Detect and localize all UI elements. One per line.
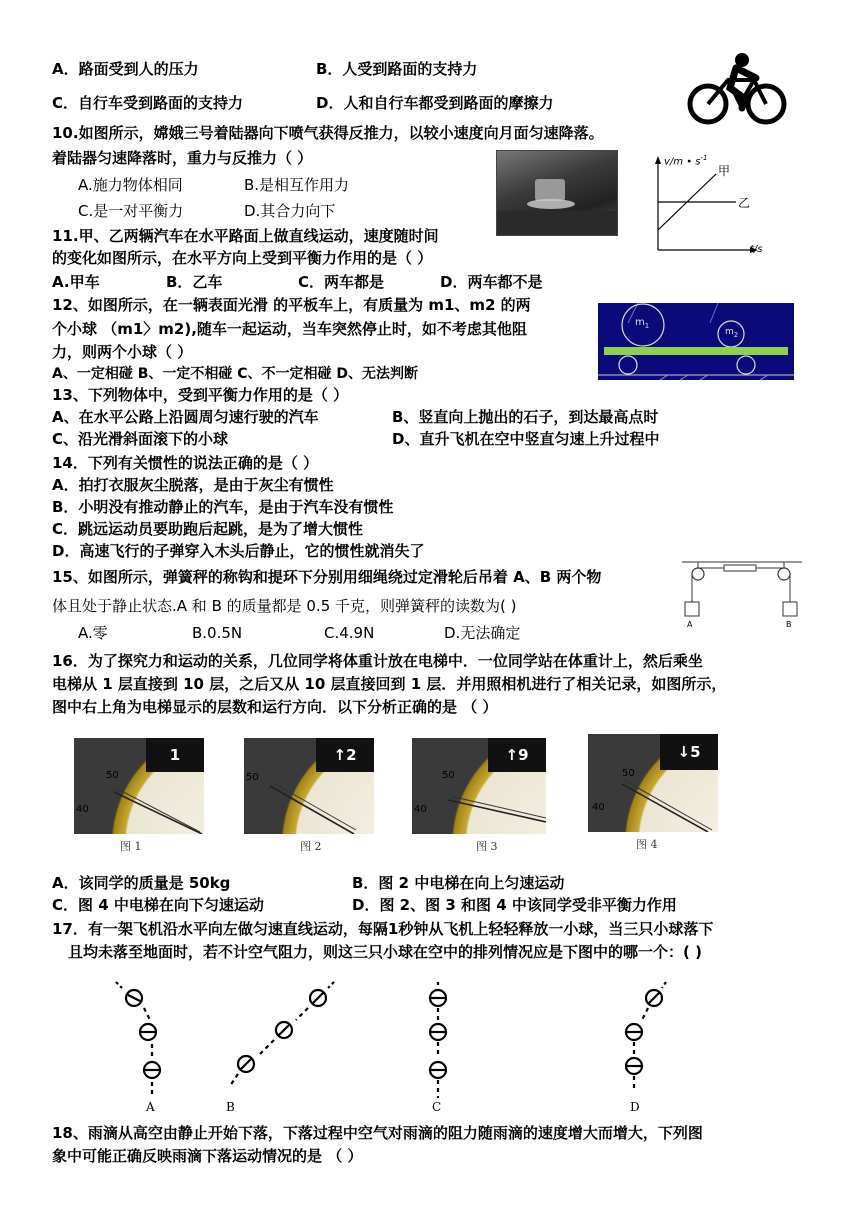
q16-stem-line1: 16．为了探究力和运动的关系，几位同学将体重计放在电梯中．一位同学站在体重计上，然后乘坐 bbox=[52, 652, 703, 670]
q15-option-d: D.无法确定 bbox=[444, 624, 521, 642]
q13-option-a: A、在水平公路上沿圆周匀速行驶的汽车 bbox=[52, 408, 319, 426]
q10-option-a: A.施力物体相同 bbox=[78, 176, 183, 194]
q15-stem-line1: 15、如图所示，弹簧秤的称钩和提环下分别用细绳绕过定滑轮后吊着 A、B 两个物 bbox=[52, 568, 602, 586]
ball-arrangement-options-figure bbox=[100, 978, 700, 1108]
scale-photo-2 bbox=[244, 738, 374, 834]
q10-option-c: C.是一对平衡力 bbox=[78, 202, 184, 220]
q14-option-d: D．高速飞行的子弹穿入木头后静止，它的惯性就消失了 bbox=[52, 542, 425, 560]
caption-fig-1: 图 1 bbox=[120, 840, 142, 853]
series-yi-label: 乙 bbox=[738, 196, 751, 210]
q12-options: A、一定相碰 B、一定不相碰 C、不一定相碰 D、无法判断 bbox=[52, 366, 419, 382]
ball-m1-label: m bbox=[635, 317, 645, 328]
series-jia-label: 甲 bbox=[718, 164, 731, 178]
q11-option-d: D．两车都不是 bbox=[440, 273, 543, 291]
q10-option-b: B.是相互作用力 bbox=[244, 176, 350, 194]
scale-tick-50-1: 50 bbox=[106, 770, 119, 781]
floor-number-4: 5 bbox=[690, 743, 701, 761]
q18-stem-line2: 象中可能正确反映雨滴下落运动情况的是 （ ） bbox=[52, 1147, 363, 1165]
q10-stem-line2: 着陆器匀速降落时，重力与反推力（ ） bbox=[52, 149, 313, 167]
scale-photo-3 bbox=[412, 738, 546, 834]
q13-option-b: B、竖直向上抛出的石子，到达最高点时 bbox=[392, 408, 659, 426]
q15-option-a: A.零 bbox=[78, 624, 108, 642]
scale-tick-50-2: 50 bbox=[246, 772, 259, 783]
q16-option-a: A．该同学的质量是 50kg bbox=[52, 874, 231, 892]
pulley-left bbox=[692, 568, 704, 580]
q15-stem-line2: 体且处于静止状态.A 和 B 的质量都是 0.5 千克，则弹簧秤的读数为( ) bbox=[52, 597, 517, 615]
floor-display-2 bbox=[316, 738, 374, 772]
q14-option-c: C．跳远运动员要助跑后起跳，是为了增大惯性 bbox=[52, 520, 364, 538]
q15-option-c: C.4.9N bbox=[324, 624, 375, 642]
q9-option-a: A．路面受到人的压力 bbox=[52, 60, 199, 78]
q14-option-b: B．小明没有推动静止的汽车，是由于汽车没有惯性 bbox=[52, 498, 394, 516]
q11-option-b: B．乙车 bbox=[166, 273, 223, 291]
graph-ylabel-sup: -1 bbox=[700, 154, 708, 162]
option-b-balls bbox=[230, 982, 334, 1086]
q9-option-b: B．人受到路面的支持力 bbox=[316, 60, 478, 78]
block-b-label: B bbox=[786, 620, 792, 629]
q17-label-a: A bbox=[146, 1100, 155, 1114]
scale-tick-50-4: 50 bbox=[622, 768, 635, 779]
floor-display-1 bbox=[146, 738, 204, 772]
floor-number-1: 1 bbox=[169, 746, 181, 764]
scale-tick-40-1: 40 bbox=[76, 804, 89, 815]
pulley-right bbox=[778, 568, 790, 580]
floor-display-3 bbox=[488, 738, 546, 772]
caption-fig-3: 图 3 bbox=[476, 840, 498, 853]
caption-fig-4: 图 4 bbox=[636, 838, 658, 851]
block-b bbox=[783, 602, 797, 616]
velocity-time-graph bbox=[644, 150, 764, 260]
lunar-lander-photo bbox=[496, 150, 618, 236]
q13-stem: 13、下列物体中，受到平衡力作用的是（ ） bbox=[52, 386, 349, 404]
block-a bbox=[685, 602, 699, 616]
ball-m2-sub: 2 bbox=[733, 330, 739, 339]
ball-m1-sub: 1 bbox=[644, 322, 650, 330]
cart-with-balls-figure bbox=[598, 303, 794, 380]
option-c-balls bbox=[430, 982, 446, 1098]
q18-stem-line1: 18、雨滴从高空由静止开始下落，下落过程中空气对雨滴的阻力随雨滴的速度增大而增大，下列图 bbox=[52, 1124, 703, 1142]
q11-stem-line1: 11.甲、乙两辆汽车在水平路面上做直线运动，速度随时间 bbox=[52, 227, 439, 245]
floor-arrow-3: ↑ bbox=[505, 746, 519, 764]
cyclist-icon bbox=[684, 50, 790, 126]
q13-option-c: C、沿光滑斜面滚下的小球 bbox=[52, 430, 229, 448]
q11-stem-line2: 的变化如图所示，在水平方向上受到平衡力作用的是（ ） bbox=[52, 249, 433, 267]
q12-stem-line3: 力，则两个小球（ ） bbox=[52, 343, 193, 361]
q16-option-c: C．图 4 中电梯在向下匀速运动 bbox=[52, 896, 264, 914]
scale-tick-40-3: 40 bbox=[414, 804, 427, 815]
q9-option-c: C．自行车受到路面的支持力 bbox=[52, 94, 244, 112]
option-a-balls bbox=[116, 982, 160, 1098]
q14-stem: 14．下列有关惯性的说法正确的是（ ） bbox=[52, 454, 319, 472]
floor-arrow-2: ↑ bbox=[333, 746, 347, 764]
q17-label-b: B bbox=[226, 1100, 235, 1114]
scale-photo-1 bbox=[74, 738, 204, 834]
scale-tick-50-3: 50 bbox=[442, 770, 455, 781]
q16-option-d: D．图 2、图 3 和图 4 中该同学受非平衡力作用 bbox=[352, 896, 677, 914]
q11-option-a: A.甲车 bbox=[52, 273, 100, 291]
q15-option-b: B.0.5N bbox=[192, 624, 243, 642]
scale-photo-4 bbox=[588, 734, 718, 832]
floor-number-2: 2 bbox=[346, 746, 357, 764]
q17-label-c: C bbox=[432, 1100, 442, 1114]
q12-stem-line1: 12、如图所示，在一辆表面光滑 的平板车上，有质量为 m1、m2 的两 bbox=[52, 296, 531, 314]
pulley-spring-scale-figure bbox=[680, 558, 804, 634]
q17-stem-line2: 且均未落至地面时，若不计空气阻力，则这三只小球在空中的排列情况应是下图中的哪一个：( ) bbox=[68, 943, 702, 961]
q9-option-d: D．人和自行车都受到路面的摩擦力 bbox=[316, 94, 554, 112]
q16-stem-line2: 电梯从 1 层直接到 10 层，之后又从 10 层直接回到 1 层．并用照相机进行了相关记录，如图所示， bbox=[52, 675, 727, 693]
floor-number-3: 9 bbox=[518, 746, 529, 764]
floor-display-4 bbox=[660, 734, 718, 770]
q13-option-d: D、直升飞机在空中竖直匀速上升过程中 bbox=[392, 430, 660, 448]
graph-xlabel: t/s bbox=[750, 244, 763, 255]
q11-option-c: C．两车都是 bbox=[298, 273, 385, 291]
spring-scale bbox=[724, 565, 756, 571]
option-d-balls bbox=[626, 982, 666, 1090]
q16-stem-line3: 图中右上角为电梯显示的层数和运行方向．以下分析正确的是 （ ） bbox=[52, 698, 498, 716]
q17-stem-line1: 17．有一架飞机沿水平向左做匀速直线运动，每隔1秒钟从飞机上轻轻释放一小球，当三只小球落下 bbox=[52, 920, 714, 938]
graph-ylabel: v/m • s bbox=[664, 156, 701, 168]
q17-label-d: D bbox=[630, 1100, 640, 1114]
floor-arrow-4: ↓ bbox=[677, 743, 691, 761]
q10-option-d: D.其合力向下 bbox=[244, 202, 336, 220]
scale-tick-40-4: 40 bbox=[592, 802, 605, 813]
block-a-label: A bbox=[687, 620, 693, 629]
q10-stem-line1: 10.如图所示，嫦娥三号着陆器向下喷气获得反推力，以较小速度向月面匀速降落。 bbox=[52, 124, 604, 142]
q14-option-a: A．拍打衣服灰尘脱落，是由于灰尘有惯性 bbox=[52, 476, 334, 494]
caption-fig-2: 图 2 bbox=[300, 840, 322, 853]
ball-m2-label: m bbox=[725, 327, 734, 337]
q16-option-b: B．图 2 中电梯在向上匀速运动 bbox=[352, 874, 565, 892]
q12-stem-line2: 个小球 （m1〉m2),随车一起运动，当车突然停止时，如不考虑其他阻 bbox=[52, 320, 527, 338]
